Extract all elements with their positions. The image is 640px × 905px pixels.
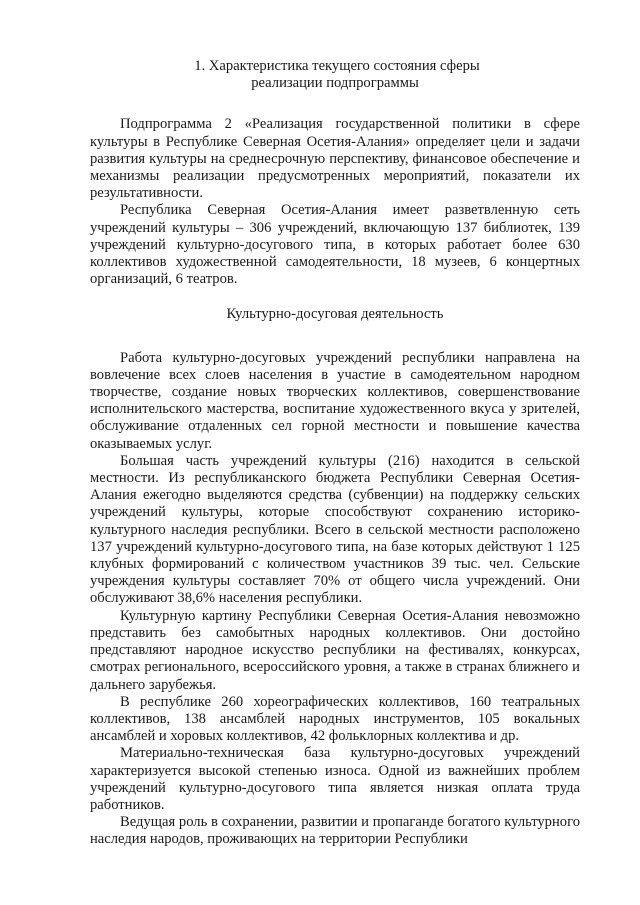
body-paragraph-6: Ведущая роль в сохранении, развитии и пропаганде богатого культурного наследия народов, проживающих на территории Республики xyxy=(90,814,580,848)
subsection-title: Культурно-досуговая деятельность xyxy=(226,306,444,323)
intro-paragraph-1: Подпрограмма 2 «Реализация государственной политики в сфере культуры в Республике Северная Осетия-Алания» определяет цели и задачи развития культуры на среднесрочную перспективу, финансовое обеспечение и механизмы реализации предусмотренных мероприятий, показатели их результативности. xyxy=(90,116,580,202)
body-paragraph-1: Работа культурно-досуговых учреждений республики направлена на вовлечение всех слоев населения в участие в самодеятельном народном творчестве, создание новых творческих коллективов, совершенствование исполнительского мастерства, воспитание художественного вкуса у зрителей, обслуживание отдаленных сел горной местности и повышение качества оказываемых услуг. xyxy=(90,349,580,452)
section-title-line-1: 1. Характеристика текущего состояния сферы xyxy=(194,58,480,74)
section-title xyxy=(90,58,580,92)
body-paragraph-4: В республике 260 хореографических коллективов, 160 театральных коллективов, 138 ансамблей народных инструментов, 105 вокальных ансамблей и хоровых коллективов, 42 фольклорных коллектива и др. xyxy=(90,693,580,745)
intro-paragraph-2: Республика Северная Осетия-Алания имеет разветвленную сеть учреждений культуры – 306 учреждений, включающую 137 библиотек, 139 учреждений культурно-досугового типа, в которых работает более 630 коллективов художественной самодеятельности, 18 музеев, 6 концертных организаций, 6 театров. xyxy=(90,202,580,288)
body-paragraph-3: Культурную картину Республики Северная Осетия-Алания невозможно представить без самобытных народных коллективов. Они достойно представляют народное искусство республики на фестивалях, конкурсах, смотрах регионального, всероссийского уровня, а также в странах ближнего и дальнего зарубежья. xyxy=(90,607,580,693)
body-paragraph-5: Материально-техническая база культурно-досуговых учреждений характеризуется высокой степенью износа. Одной из важнейших проблем учреждений культурно-досугового типа является низкая оплата труда работников. xyxy=(90,745,580,813)
document-page xyxy=(90,58,580,849)
section-title-line-2: реализации подпрограммы xyxy=(251,75,419,92)
body-paragraph-2: Большая часть учреждений культуры (216) находится в сельской местности. Из республиканского бюджета Республики Северная Осетия-Алания ежегодно выделяются средства (субвенции) на поддержку сельских учреждений культуры, которые способствуют сохранению историко-культурного наследия республики. Всего в сельской местности расположено 137 учреждений культурно-досугового типа, на базе которых действуют 1 125 клубных формирований с количеством участников 39 тыс. чел. Сельские учреждения культуры составляет 70% от общего числа учреждений. Они обслуживают 38,6% населения республики. xyxy=(90,452,580,607)
